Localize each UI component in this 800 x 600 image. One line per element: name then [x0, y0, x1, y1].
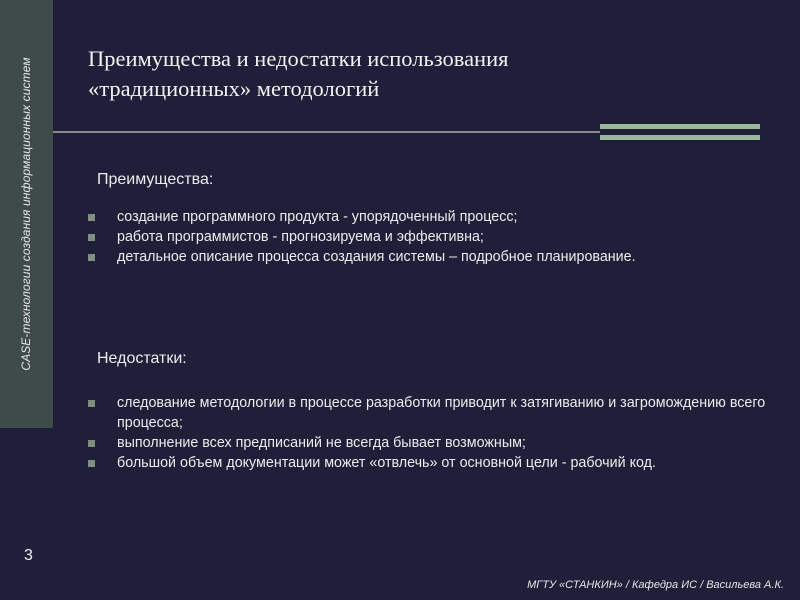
disadvantages-heading: Недостатки: — [97, 350, 187, 367]
square-bullet-icon — [88, 234, 95, 241]
square-bullet-icon — [88, 440, 95, 447]
advantages-heading: Преимущества: — [97, 171, 214, 188]
list-item-text: детальное описание процесса создания системы – подробное планирование. — [117, 249, 636, 265]
list-item — [86, 393, 766, 433]
advantages-list — [86, 207, 766, 267]
list-item — [86, 227, 766, 247]
list-item-text: работа программистов - прогнозируема и эффективна; — [117, 229, 484, 245]
sidebar-caption-text: CASE-технологии создания информационных систем — [19, 57, 33, 371]
list-item — [86, 433, 766, 453]
list-item — [86, 207, 766, 227]
square-bullet-icon — [88, 400, 95, 407]
slide-title-line-2: «традиционных» методологий — [88, 76, 380, 101]
list-item-text: следование методологии в процессе разработки приводит к затягиванию и загромождению всего процесса; — [117, 395, 766, 431]
list-item — [86, 247, 766, 267]
square-bullet-icon — [88, 460, 95, 467]
accent-bar-bottom — [600, 135, 760, 140]
title-divider — [53, 131, 600, 133]
list-item — [86, 453, 766, 473]
list-item-text: выполнение всех предписаний не всегда бывает возможным; — [117, 435, 526, 451]
footer-credit: МГТУ «СТАНКИН» / Кафедра ИС / Васильева А.К. — [527, 579, 784, 591]
page-number: 3 — [24, 547, 33, 564]
disadvantages-list — [86, 393, 766, 473]
accent-bar-top — [600, 124, 760, 129]
square-bullet-icon — [88, 254, 95, 261]
slide-title-line-1: Преимущества и недостатки использования — [88, 46, 509, 71]
list-item-text: большой объем документации может «отвлечь» от основной цели - рабочий код. — [117, 455, 656, 471]
list-item-text: создание программного продукта - упорядоченный процесс; — [117, 209, 518, 225]
slide-title — [88, 44, 688, 104]
square-bullet-icon — [88, 214, 95, 221]
sidebar-caption — [0, 0, 53, 428]
